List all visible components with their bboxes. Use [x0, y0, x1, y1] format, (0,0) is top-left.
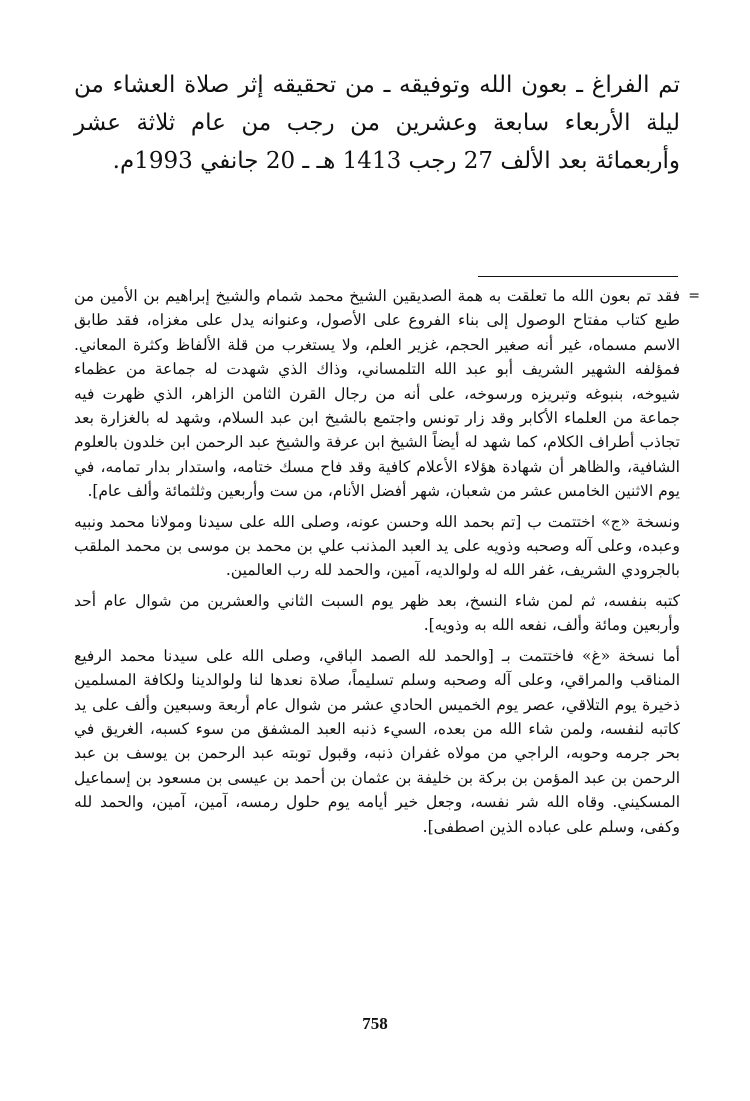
footnote-paragraph-2: ونسخة «ج» اختتمت ب [تم بحمد الله وحسن عونه، وصلى الله على سيدنا ومولانا محمد ونبيه وعبده، وعلى آله وصحبه وذويه على يد العبد المذنب علي بن محمد بن موسى بن محمد الملقب بالجرودي الشريف، غفر الله له ولوالديه، آمين، والحمد لله رب العالمين. — [74, 512, 680, 580]
footnote-paragraph-1-text: فقد تم بعون الله ما تعلقت به همة الصديقين الشيخ محمد شمام والشيخ إبراهيم بن الأمين من طبع كتاب مفتاح الوصول إلى بناء الفروع على الأصول، وعنوانه يدل على مغزاه، فقد طابق الاسم مسماه، غير أنه صغير الحجم، غزير العلم، ولا يستغرب من قلة الألفاظ وكثرة المعاني. فمؤلفه الشهير الشريف أبو عبد الله التلمساني، وذاك الذي شهدت له جماعة من عظماء شيوخه، بنبوغه وتبريزه ورسوخه، على أنه من رجال القرن الثامن الزاهر، الذي ظهرت فيه جماعة من العلماء الأكابر وقد زار تونس واجتمع بالشيخ ابن عبد السلام، وشهد له بالغزارة بعد تجاذب أطراف الكلام، كما شهد له أيضاً الشيخ ابن عرفة والشيخ عبد الرحمن ابن خلدون بالعلوم الشافية، والظاهر أن شهادة هؤلاء الأعلام كافية وقد فاح مسك ختامه، واستدار بدار تمامه، في يوم الاثنين الخامس عشر من شعبان، شهر أفضل الأنام، من ست وأربعين وثلثمائة وألف عام]. — [74, 287, 680, 501]
footnote-paragraph-3: كتبه بنفسه، ثم لمن شاء النسخ، بعد ظهر يوم السبت الثاني والعشرين من شوال عام أحد وأربعين ومائة وألف، نفعه الله به وذويه]. — [74, 591, 680, 635]
footnote-continuation-marker: = — [688, 288, 700, 304]
main-paragraph: تم الفراغ ـ بعون الله وتوفيقه ـ من تحقيقه إثر صلاة العشاء من ليلة الأربعاء سابعة وعشرين من رجب من عام ثلاثة عشر وأربعمائة بعد الألف 27 رجب 1413 هـ ـ 20 جانفي 1993م. — [74, 72, 680, 174]
footnote-paragraph-4: أما نسخة «غ» فاختتمت بـ [والحمد لله الصمد الباقي، وصلى الله على سيدنا محمد الرفيع المناقب والمراقي، وعلى آله وصحبه وسلم تسليماً، صلاة نعدها لنا ولوالدينا ولكافة المسلمين ذخيرة يوم التلاقي، عصر يوم الخميس الحادي عشر من شوال عام أربعة وسبعين وألف على يد كاتبه لنفسه، ولمن شاء الله من بعده، السيء ذنبه العبد المشفق من سوء كسبه، الغريق في بحر جرمه وحوبه، الراجي من مولاه غفران ذنبه، وقبول توبته عبد الرحمن بن يوسف بن عبد الرحمن بن عبد المؤمن بن بركة بن خليفة بن عثمان بن أحمد بن عيسى بن مسعود بن إسماعيل المسكيني. وقاه الله شر نفسه، وجعل خير أيامه يوم حلول رمسه، آمين، آمين، والحمد لله وكفى، وسلم على عباده الذين اصطفى]. — [74, 646, 680, 836]
footnote-paragraph-1 — [74, 284, 700, 504]
page-number: 758 — [362, 1014, 388, 1033]
footnotes-section — [74, 284, 700, 845]
footnote-separator — [478, 276, 678, 277]
